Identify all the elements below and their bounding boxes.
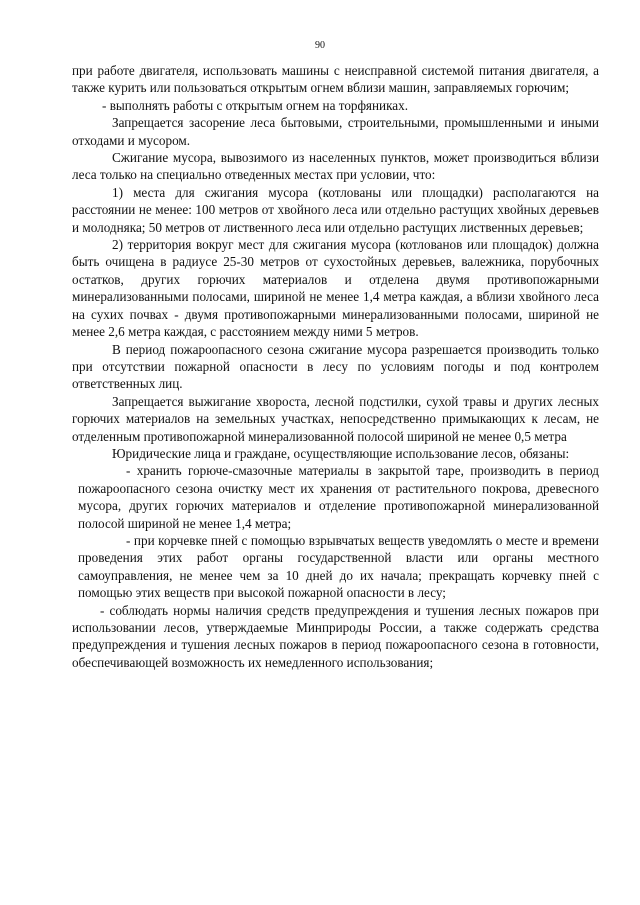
page-number: 90 bbox=[315, 40, 325, 51]
paragraph-fire-season: В период пожароопасного сезона сжигание мусора разрешается производить только при отсутствии пожарной опасности в лесу по условиям погоды и под контролем ответственных лиц. bbox=[72, 341, 599, 392]
list-item-fuel-storage: - хранить горюче-смазочные материалы в закрытой таре, производить в период пожароопасного сезона очистку мест их хранения от растительного покрова, древесного мусора, других горючих материалов и отделение противопожарной минерализованной полосой шириной не менее 1,4 метра; bbox=[78, 463, 599, 531]
paragraph-burning-ban: Запрещается выжигание хвороста, лесной подстилки, сухой травы и других лесных горючих материалов на земельных участках, непосредственно примыкающих к лесам, не отделенным противопожарной минерализованной полосой шириной не менее 0,5 метра bbox=[72, 393, 599, 444]
list-item-condition-2: 2) территория вокруг мест для сжигания мусора (котлованов или площадок) должна быть очищена в радиусе 25-30 метров от сухостойных деревьев, валежника, порубочных остатков, других горючих материалов и отделена двумя противопожарными минерализованными полосами, шириной не менее 1,4 метра каждая, а вблизи хвойного леса на сухих почвах - двумя противопожарными минерализованными полосами, шириной не менее 2,6 метра каждая, с расстоянием между ними 5 метров. bbox=[72, 237, 599, 340]
list-item-fire-equipment: - соблюдать нормы наличия средств предупреждения и тушения лесных пожаров при использовании лесов, утверждаемые Минприроды России, а также содержать средства предупреждения и тушения лесных пожаров в период пожароопасного сезона в готовности, обеспечивающей возможность их немедленного использования; bbox=[72, 602, 599, 670]
list-item-stump-removal: - при корчевке пней с помощью взрывчатых веществ уведомлять о месте и времени проведения этих работ органы государственной власти или органы местного самоуправления, не менее чем за 10 дней до их начала; прекращать корчевку пней с помощью этих веществ при высокой пожарной опасности в лесу; bbox=[78, 532, 599, 601]
paragraph-continuation: при работе двигателя, использовать машины с неисправной системой питания двигателя, а также курить или пользоваться открытым огнем вблизи машин, заправляемых горючим; bbox=[72, 63, 599, 96]
paragraph-littering-ban: Запрещается засорение леса бытовыми, строительными, промышленными и иными отходами и мусором. bbox=[72, 115, 599, 148]
obligations-list bbox=[72, 462, 599, 601]
list-item-peat-fire: - выполнять работы с открытым огнем на торфяниках. bbox=[102, 97, 409, 113]
paragraph-burning-conditions: Сжигание мусора, вывозимого из населенных пунктов, может производиться вблизи леса только на специально отведенных местах при условии, что: bbox=[72, 150, 599, 183]
document-body bbox=[72, 62, 599, 671]
paragraph-obligations: Юридические лица и граждане, осуществляющие использование лесов, обязаны: bbox=[112, 445, 570, 461]
list-item-condition-1: 1) места для сжигания мусора (котлованы или площадки) располагаются на расстоянии не менее: 100 метров от хвойного леса или отдельно растущих хвойных деревьев и молодняка; 50 метров от лиственного леса или отдельно растущих лиственных деревьев; bbox=[72, 184, 599, 235]
